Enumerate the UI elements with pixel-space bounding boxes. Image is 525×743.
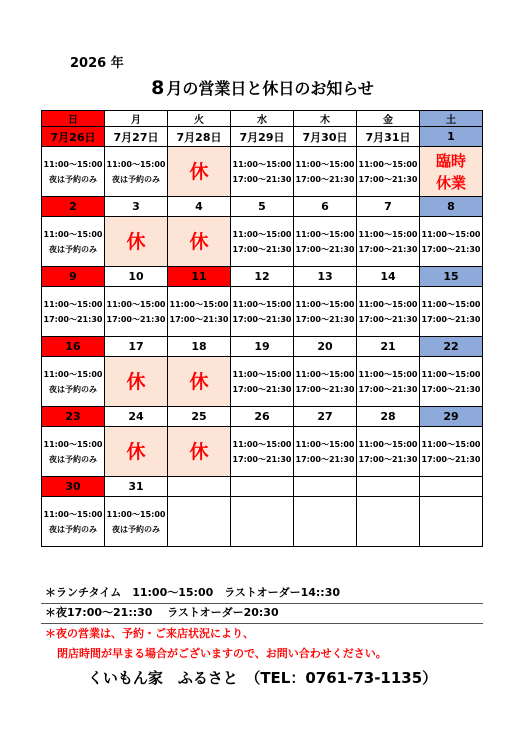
lunch-hours: 11:00～15:00 [43, 439, 103, 449]
dinner-hours: 17:00～21:30 [43, 314, 103, 324]
lunch-hours: 11:00～15:00 [421, 299, 481, 309]
hours-cell [42, 287, 105, 337]
date-cell: 24 [105, 407, 168, 427]
reservation-note: 夜は予約のみ [49, 244, 97, 254]
weekday-header: 水 [231, 111, 294, 127]
hours-cell [294, 147, 357, 197]
weekday-header: 土 [420, 111, 483, 127]
dinner-hours: 17:00～21:30 [421, 454, 481, 464]
lunch-hours: 11:00～15:00 [358, 229, 418, 239]
date-cell: 12 [231, 267, 294, 287]
closed-cell: 休 [168, 427, 231, 477]
reservation-note: 夜は予約のみ [49, 524, 97, 534]
dinner-hours: 17:00～21:30 [295, 314, 355, 324]
date-cell: 16 [42, 337, 105, 357]
hours-cell [231, 147, 294, 197]
dinner-hours: 17:00～21:30 [358, 174, 418, 184]
date-cell: 10 [105, 267, 168, 287]
date-cell: 17 [105, 337, 168, 357]
reservation-note: 夜は予約のみ [112, 524, 160, 534]
hours-cell [357, 427, 420, 477]
weekday-header: 木 [294, 111, 357, 127]
date-row [42, 477, 483, 497]
note-warning-2: 閉店時間が早まる場合がございますので、お問い合わせください。 [57, 647, 387, 660]
lunch-hours: 11:00～15:00 [295, 159, 355, 169]
reservation-note: 夜は予約のみ [49, 384, 97, 394]
hours-cell [294, 357, 357, 407]
hours-cell [357, 357, 420, 407]
lunch-hours: 11:00～15:00 [358, 369, 418, 379]
dinner-hours: 17:00～21:30 [232, 244, 292, 254]
hours-row [42, 497, 483, 547]
date-row [42, 127, 483, 147]
date-cell: 7月31日 [357, 127, 420, 147]
hours-cell [105, 497, 168, 547]
hours-cell [420, 427, 483, 477]
date-cell: 13 [294, 267, 357, 287]
closed-cell: 休 [168, 357, 231, 407]
hours-row [42, 427, 483, 477]
date-cell: 11 [168, 267, 231, 287]
lunch-hours: 11:00～15:00 [106, 299, 166, 309]
dinner-hours: 17:00～21:30 [295, 244, 355, 254]
dinner-hours: 17:00～21:30 [421, 384, 481, 394]
hours-cell [231, 287, 294, 337]
date-cell: 30 [42, 477, 105, 497]
hours-row [42, 357, 483, 407]
temporary-closure-cell [420, 147, 483, 197]
hours-cell [357, 147, 420, 197]
temp-closed-line-1: 臨時 [435, 151, 466, 170]
date-cell: 26 [231, 407, 294, 427]
note-warning-1: ＊夜の営業は、予約・ご来店状況により、 [45, 627, 254, 640]
dinner-hours: 17:00～21:30 [295, 174, 355, 184]
date-cell: 15 [420, 267, 483, 287]
dinner-hours: 17:00～21:30 [106, 314, 166, 324]
lunch-hours: 11:00～15:00 [295, 299, 355, 309]
month-number: 8 [151, 77, 165, 99]
date-cell: 7月27日 [105, 127, 168, 147]
closed-cell: 休 [105, 357, 168, 407]
hours-cell [42, 497, 105, 547]
date-cell: 6 [294, 197, 357, 217]
hours-row [42, 147, 483, 197]
date-cell: 7月30日 [294, 127, 357, 147]
date-cell: 29 [420, 407, 483, 427]
business-calendar [41, 110, 483, 547]
reservation-note: 夜は予約のみ [49, 174, 97, 184]
hours-cell [294, 217, 357, 267]
title-text: 月の営業日と休日のお知らせ [166, 79, 374, 98]
hours-cell [231, 357, 294, 407]
temp-closed-line-2: 休業 [435, 173, 466, 192]
closed-cell: 休 [168, 147, 231, 197]
date-row [42, 337, 483, 357]
empty-cell [231, 497, 294, 547]
dinner-hours: 17:00～21:30 [358, 384, 418, 394]
date-cell: 23 [42, 407, 105, 427]
dinner-hours: 17:00～21:30 [358, 244, 418, 254]
hours-cell [294, 287, 357, 337]
dinner-hours: 17:00～21:30 [295, 384, 355, 394]
date-cell: 3 [105, 197, 168, 217]
date-cell: 22 [420, 337, 483, 357]
hours-cell [105, 287, 168, 337]
closed-cell: 休 [105, 217, 168, 267]
hours-cell [42, 427, 105, 477]
date-cell: 28 [357, 407, 420, 427]
dinner-hours: 17:00～21:30 [169, 314, 229, 324]
date-cell: 4 [168, 197, 231, 217]
dinner-hours: 17:00～21:30 [358, 314, 418, 324]
lunch-hours: 11:00～15:00 [43, 229, 103, 239]
hours-cell [42, 217, 105, 267]
lunch-hours: 11:00～15:00 [43, 369, 103, 379]
date-cell: 7月28日 [168, 127, 231, 147]
lunch-hours: 11:00～15:00 [232, 229, 292, 239]
date-cell: 20 [294, 337, 357, 357]
page-title [0, 76, 525, 99]
dinner-hours: 17:00～21:30 [421, 314, 481, 324]
weekday-header: 金 [357, 111, 420, 127]
empty-cell [420, 497, 483, 547]
hours-row [42, 217, 483, 267]
hours-cell [357, 217, 420, 267]
lunch-hours: 11:00～15:00 [232, 369, 292, 379]
shop-contact: くいもん家 ふるさと （TEL：0761-73-1135） [87, 669, 438, 687]
date-row [42, 267, 483, 287]
lunch-hours: 11:00～15:00 [421, 369, 481, 379]
date-cell: 5 [231, 197, 294, 217]
dinner-hours: 17:00～21:30 [232, 174, 292, 184]
lunch-hours: 11:00～15:00 [106, 509, 166, 519]
date-cell [420, 477, 483, 497]
date-cell: 27 [294, 407, 357, 427]
date-cell: 2 [42, 197, 105, 217]
date-cell: 14 [357, 267, 420, 287]
year-label: 2026 年 [70, 56, 124, 71]
empty-cell [357, 497, 420, 547]
lunch-hours: 11:00～15:00 [106, 159, 166, 169]
lunch-hours: 11:00～15:00 [43, 299, 103, 309]
lunch-hours: 11:00～15:00 [232, 299, 292, 309]
notes-section [41, 584, 483, 664]
lunch-hours: 11:00～15:00 [421, 439, 481, 449]
dinner-hours: 17:00～21:30 [295, 454, 355, 464]
date-cell [231, 477, 294, 497]
hours-cell [231, 217, 294, 267]
date-cell: 31 [105, 477, 168, 497]
lunch-hours: 11:00～15:00 [169, 299, 229, 309]
date-cell: 7月26日 [42, 127, 105, 147]
date-cell: 18 [168, 337, 231, 357]
lunch-hours: 11:00～15:00 [295, 369, 355, 379]
date-cell: 7 [357, 197, 420, 217]
hours-cell [420, 287, 483, 337]
empty-cell [168, 497, 231, 547]
lunch-hours: 11:00～15:00 [232, 159, 292, 169]
dinner-hours: 17:00～21:30 [232, 384, 292, 394]
hours-cell [294, 427, 357, 477]
date-cell [294, 477, 357, 497]
lunch-hours: 11:00～15:00 [43, 159, 103, 169]
hours-cell [42, 357, 105, 407]
closed-cell: 休 [105, 427, 168, 477]
hours-cell [105, 147, 168, 197]
date-row [42, 197, 483, 217]
weekday-header-row [42, 111, 483, 127]
dinner-hours: 17:00～21:30 [232, 454, 292, 464]
reservation-note: 夜は予約のみ [112, 174, 160, 184]
weekday-header: 火 [168, 111, 231, 127]
lunch-hours: 11:00～15:00 [43, 509, 103, 519]
lunch-hours: 11:00～15:00 [295, 439, 355, 449]
weekday-header: 月 [105, 111, 168, 127]
hours-cell [168, 287, 231, 337]
hours-cell [231, 427, 294, 477]
date-cell: 8 [420, 197, 483, 217]
date-cell: 9 [42, 267, 105, 287]
date-cell [168, 477, 231, 497]
hours-cell [420, 217, 483, 267]
date-row [42, 407, 483, 427]
lunch-hours: 11:00～15:00 [358, 159, 418, 169]
date-cell: 21 [357, 337, 420, 357]
lunch-hours: 11:00～15:00 [358, 299, 418, 309]
date-cell: 19 [231, 337, 294, 357]
weekday-header: 日 [42, 111, 105, 127]
hours-cell [357, 287, 420, 337]
hours-cell [420, 357, 483, 407]
closed-cell: 休 [168, 217, 231, 267]
date-cell [357, 477, 420, 497]
note-lunch: ＊ランチタイム 11:00～15:00 ラストオーダー14::30 [41, 584, 483, 604]
date-cell: 1 [420, 127, 483, 147]
date-cell: 25 [168, 407, 231, 427]
note-dinner: ＊夜17:00～21::30 ラストオーダー20:30 [41, 604, 483, 624]
hours-cell [42, 147, 105, 197]
lunch-hours: 11:00～15:00 [421, 229, 481, 239]
lunch-hours: 11:00～15:00 [295, 229, 355, 239]
date-cell: 7月29日 [231, 127, 294, 147]
empty-cell [294, 497, 357, 547]
reservation-note: 夜は予約のみ [49, 454, 97, 464]
hours-row [42, 287, 483, 337]
dinner-hours: 17:00～21:30 [421, 244, 481, 254]
dinner-hours: 17:00～21:30 [358, 454, 418, 464]
lunch-hours: 11:00～15:00 [232, 439, 292, 449]
lunch-hours: 11:00～15:00 [358, 439, 418, 449]
dinner-hours: 17:00～21:30 [232, 314, 292, 324]
